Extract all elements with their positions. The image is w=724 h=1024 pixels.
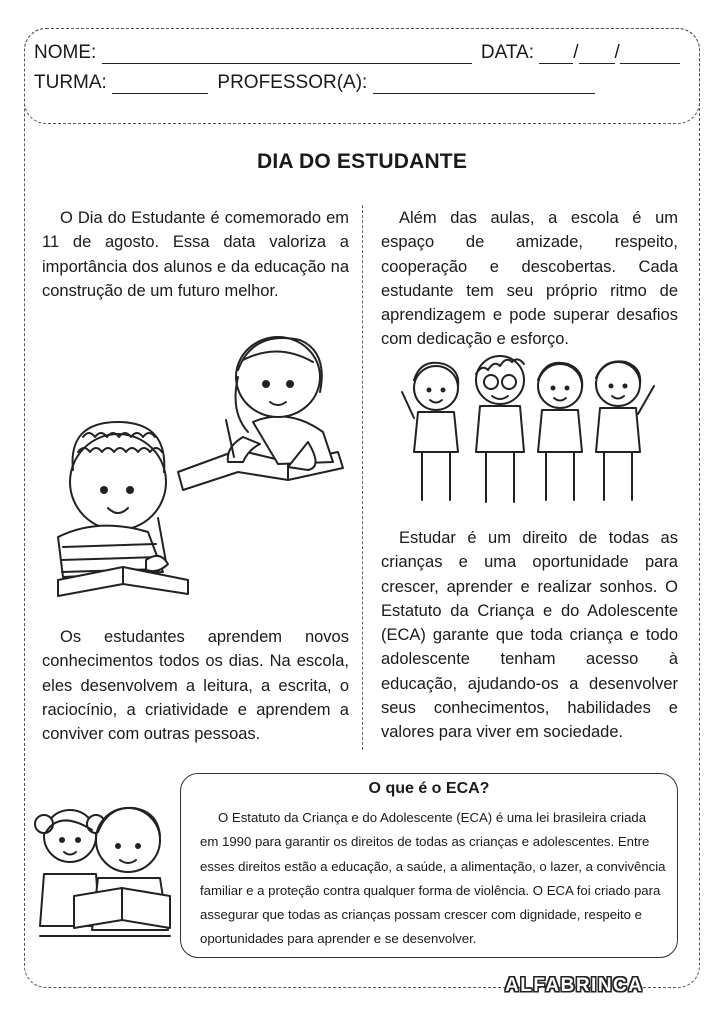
page-title: DIA DO ESTUDANTE bbox=[256, 150, 468, 173]
students-writing-illustration bbox=[38, 322, 350, 618]
class-label: TURMA: bbox=[34, 72, 107, 93]
date-month-field[interactable] bbox=[579, 45, 615, 64]
eca-text: O Estatuto da Criança e do Adolescente (ECA) é uma lei brasileira criada em 1990 para garantir os direitos de todas as crianças e adolescentes. Entre esses direitos estão a educação, a saúde, a alimentação, o lazer, a convivência familiar e a proteção contra qualquer forma de violência. O ECA foi criado para assegurar que todas as crianças possam crescer com dignidade, respeito e oportunidades para aprender e se desenvolver. bbox=[200, 810, 666, 947]
date-separator: / bbox=[573, 42, 579, 63]
teacher-field[interactable] bbox=[373, 75, 595, 94]
brand-logo: ALFABRINCA bbox=[505, 975, 644, 996]
date-separator: / bbox=[614, 42, 620, 63]
paragraph-2: Os estudantes aprendem novos conhecimentos todos os dias. Na escola, eles desenvolvem a leitura, a escrita, o raciocínio, a criatividade e aprendem a conviver com outras pessoas. bbox=[42, 628, 349, 744]
date-label: DATA: bbox=[480, 42, 534, 63]
header-row-2 bbox=[34, 72, 595, 94]
eca-title: O que é o ECA? bbox=[368, 780, 490, 797]
header-row-1 bbox=[34, 42, 680, 64]
group-of-students-illustration bbox=[396, 340, 668, 510]
column-divider bbox=[362, 205, 363, 750]
children-reading-illustration bbox=[30, 796, 178, 946]
name-label: NOME: bbox=[34, 42, 97, 63]
paragraph-1: O Dia do Estudante é comemorado em 11 de agosto. Essa data valoriza a importância dos alunos e da educação na construção de um futuro melhor. bbox=[42, 209, 349, 300]
class-field[interactable] bbox=[112, 75, 208, 94]
name-field[interactable] bbox=[102, 45, 472, 64]
paragraph-3: Além das aulas, a escola é um espaço de amizade, respeito, cooperação e descobertas. Cada estudante tem seu próprio ritmo de aprendizagem e pode superar desafios com dedicação e esforço. bbox=[381, 209, 678, 349]
date-day-field[interactable] bbox=[539, 45, 573, 64]
paragraph-4: Estudar é um direito de todas as crianças e uma oportunidade para crescer, aprender e realizar sonhos. O Estatuto da Criança e do Adolescente (ECA) garante que toda criança e todo adolescente tenham acesso à educação, ajudando-os a desenvolver seus conhecimentos, habilidades e valores para viver em sociedade. bbox=[381, 529, 678, 742]
date-year-field[interactable] bbox=[620, 45, 680, 64]
teacher-label: PROFESSOR(A): bbox=[217, 72, 368, 93]
